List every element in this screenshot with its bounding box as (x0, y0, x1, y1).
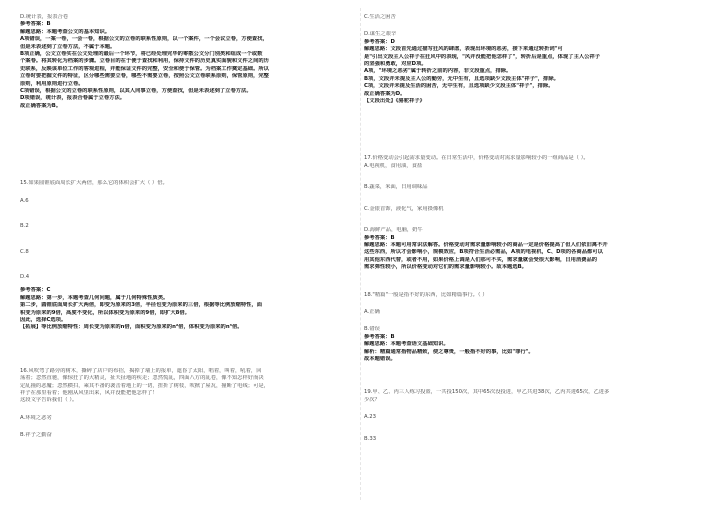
explanation-line: 故正确答案为B。 (20, 102, 62, 109)
explanation-line: 立卷时要把握文件的特征，区分哪些需要立卷，哪些不需要立卷，按照公文立卷联系原则，保管原则，完整 (20, 73, 269, 80)
explanation-line: A项错误，一案一卷，一会一卷，根据公文的立卷的联系性原则，以一个案件，一个会议立卷，方便查找， (20, 36, 268, 43)
explanation-line: B项，文段并未提及主人公的勤劳，无中生有，且选项缺少文段主体"祥子"，排除。 (364, 75, 559, 82)
explanation-line: 这些东西，所以才会影响小，规模效应，B项符合生活必需品，A项的电视机，C、D项的各商品都可以 (364, 249, 603, 256)
question-16-stem-line: 这段文字告诉我们（ ）。 (20, 397, 78, 404)
explanation-line: 解题思路：本题考查公文的基本知识。 (20, 28, 111, 35)
answer-label: 参考答案：B (20, 21, 51, 28)
explanation-line: B项正确，公文立卷实在公文处理的最后一个环节，将已经处理完毕的零散公文分门别类和组成一个或数 (20, 51, 263, 58)
question-16-stem-line: 16.风吹弯了路旁的树木，撕碎了店户的布招，揭掉了墙上的报单，遮昏了太阳，唱着，叫着，吼着，回 (20, 367, 262, 374)
question-19-option-a: A.23 (364, 414, 376, 421)
question-18-option-a: A.正确 (364, 308, 380, 315)
explanation-line: 个案卷。将其转化为档案的步骤。立卷目的在于便于查找和利用，保持文件的历史真实面貌和文件之间的历 (20, 58, 269, 65)
explanation-line: 是"引出文段主人公祥子在狂风中的表现，"风并没能把他怎样了"，转折后是重点，体现了主人公祥子 (364, 53, 601, 60)
question-17-option-b: B.蔬菜，米面，日用调味品 (364, 184, 428, 191)
explanation-line: 解题思路：文段首先通过描写狂风的肆虐，表现出环境的恶劣，接下来通过转折词"可 (364, 46, 563, 53)
explanation-line: 史联系，反映该单位工作的客观进程，并能保证文件的完整，安全和便于保管。为档案工作奠定基础。所以 (20, 65, 269, 72)
question-16-answer: 参考答案：D (364, 38, 395, 45)
left-column (20, 14, 358, 508)
question-16-stem-line: 定乱撞的恶魔；忽然横扫，乘其不备的袭击着地上的一切，扭折了树枝，吹掀了屋瓦，撞断了电线；可是， (20, 382, 269, 389)
question-18-option-b: B.错误 (364, 326, 380, 333)
explanation-line: 故正确答案为D。 (364, 90, 406, 97)
explanation-line: 用其他东西代替，或者不用，如果价格上调是人们那可不买，需求量就会受很大影响，日用消费品的 (364, 256, 598, 263)
question-16-stem-line: 祥子在那里看着；他刚从风里出来，风并没能把他怎样了！ (20, 389, 158, 396)
explanation-line: 【拓展】等比例放缩特性：周长变为原来的n倍，面积变为原来的n²倍，体积变为原来的n³倍。 (20, 324, 243, 331)
question-15-option-a: A.6 (20, 197, 29, 204)
question-16-option-b: B.祥子之勤奋 (20, 432, 52, 439)
explanation-line: 故本题错误。 (364, 355, 396, 362)
option-d: D.统计表，报表合卷 (20, 14, 69, 20)
question-15-option-b: B.2 (20, 223, 29, 230)
question-17-stem: 17.价格变动会引起需求量变动。在日常生活中，价格变动对需求量影响较小的一组商品是（ ）。 (364, 155, 589, 162)
question-16-option-c: C.生活之困苦 (364, 14, 396, 20)
question-18-answer: 参考答案：B (364, 333, 395, 340)
explanation-line: 【文段出处】《骆驼祥子》 (364, 98, 425, 105)
explanation-line: 的坚强和勇敢，对应D项。 (364, 61, 427, 68)
question-19-stem-line: 少次？ (364, 396, 380, 403)
explanation-line: 需求弹性较小，所以价格变动对它们的需求量影响较小。故本题选B。 (364, 264, 527, 271)
explanation-line: 第二步，圆锥底面周长扩大两倍，即变为原来的3倍，半径也变为原来的三倍，根据等比例放缩特性，面 (20, 302, 263, 309)
explanation-line: 积变为原来的9倍，高度不变化，所以体积变为原来的9倍，即扩大8倍。 (20, 309, 190, 316)
question-18-stem: 18."精篇"一般是指不好的东西，比如精篇事行。（ ） (364, 291, 488, 298)
question-15-option-c: C.8 (20, 248, 29, 255)
question-16-option-a: A.环境之恶劣 (20, 414, 52, 421)
question-16-stem-line: 荡着；忽然直驰，像惊狂了的大精灵，扯天扯地的疾走；忽然慌乱，四面八方的乱卷，像不知怎样好而决 (20, 375, 264, 382)
explanation-line: 解题思路：第一步，本题考查几何问题，属于几何特殊性质类。 (20, 294, 169, 301)
explanation-line: 解题思路：本题考查语文基础知识。 (364, 341, 449, 348)
explanation-line: 解题思路：本题可用常识法解答。价格变动对需求量影响较小的商品一定是价格提高了但人们依旧离不开 (364, 241, 608, 248)
explanation-line: 解析：精篇通常指物品精致，使之尊贵，一般指不好的事，比如"罪行"。 (364, 348, 534, 355)
explanation-line: A项，"环境之恶劣"属于转折之前的内容，非文段重点，排除。 (364, 68, 512, 75)
explanation-block (20, 29, 358, 110)
question-15-answer: 参考答案：C (20, 287, 51, 294)
question-17-answer: 参考答案：B (364, 234, 395, 241)
question-19-stem-line: 19.甲、乙、丙三人练习投篮，一共投150次，其中65次没投进，甲乙共进38次，乙丙共进65次，乙进多 (364, 389, 610, 396)
question-19-option-b: B.33 (364, 435, 377, 442)
explanation-line: 因此，选择C选项。 (20, 316, 67, 323)
question-17-option-d: D.海鲜产品，电脑，奶牛 (364, 227, 423, 234)
question-17-option-a: A.电视机，食用油，食盐 (364, 162, 423, 169)
question-16-option-d: D.谋生之艰辛 (364, 31, 397, 38)
explanation-line: C项，文段并未提及生活的困苦，无中生有，且选项缺少文段主体"祥子"，排除。 (364, 83, 554, 90)
explanation-line: D项错误，统计表，报表合卷属于立卷方法。 (20, 95, 126, 102)
explanation-line: 但是未表述到了立卷方法，不属于本题。 (20, 43, 116, 50)
right-column (364, 14, 704, 508)
question-15-option-d: D.4 (20, 273, 30, 280)
explanation-line: C项错误，根据公文的立卷的联系性原则，以其人同事立卷，方便查找，但是未表述到了立卷方法。 (20, 88, 252, 95)
explanation-line: 原则，利用原则进行立卷。 (20, 80, 84, 87)
question-17-option-c: C.金银首饰，液化气，家用摄像机 (364, 205, 444, 212)
column-divider (360, 8, 361, 500)
question-15-stem: 15.如果圆锥底面周长扩大两倍，那么它的体积会扩大（ ）倍。 (20, 180, 168, 187)
